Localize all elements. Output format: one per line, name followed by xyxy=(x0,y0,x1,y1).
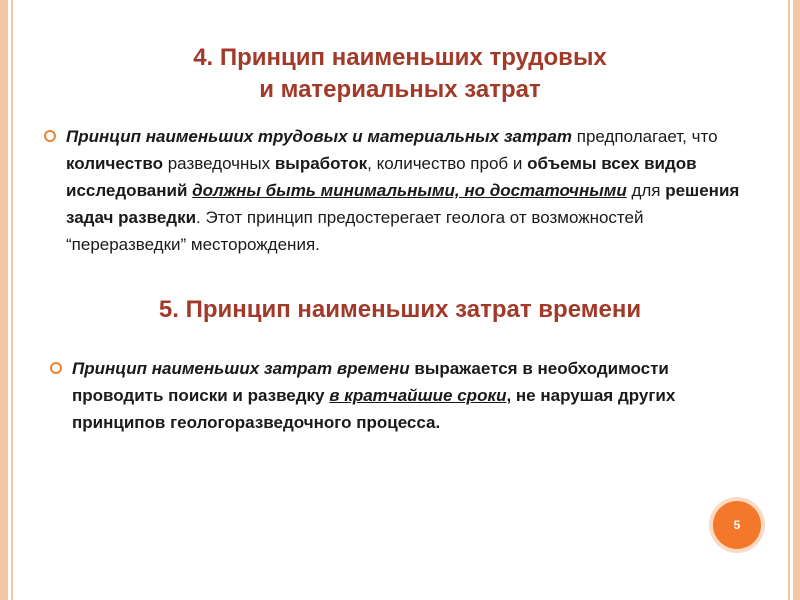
principle-5-term: Принцип наименьших затрат времени xyxy=(72,359,410,378)
principle-4-term: Принцип наименьших трудовых и материальных затрат xyxy=(66,127,573,146)
bullet-circle-icon xyxy=(50,362,62,374)
principle-4-paragraph xyxy=(66,123,746,258)
text-span: предполагает, что xyxy=(572,127,718,146)
text-span: . Этот принцип предостерегает геолога от возможностей “переразведки” месторождения. xyxy=(66,208,644,254)
page-number: 5 xyxy=(733,518,741,532)
text-span-bold: , не нарушая других принципов геологоразведочного процесса. xyxy=(72,386,676,432)
text-span-bold: выражается в необходимости проводить поиски и разведку xyxy=(72,359,669,405)
text-span-emphasis: должны быть минимальными, но достаточными xyxy=(192,181,627,200)
text-span-bold: количество xyxy=(66,154,163,173)
text-span: , количество проб и xyxy=(367,154,528,173)
slide-title-line-2: и материальных затрат xyxy=(259,76,541,103)
text-span-bold: решения задач разведки xyxy=(66,181,740,227)
text-span-bold: объемы всех видов исследований xyxy=(66,154,697,200)
slide-title xyxy=(0,42,800,106)
section-heading: 5. Принцип наименьших затрат времени xyxy=(158,296,642,323)
text-span-bold: выработок xyxy=(274,154,368,173)
text-span: разведочных xyxy=(163,154,275,173)
slide-title-line-1: 4. Принцип наименьших трудовых xyxy=(193,44,607,71)
bullet-circle-icon xyxy=(44,130,56,142)
page-number-badge xyxy=(713,501,761,549)
text-span-emphasis: в кратчайшие сроки xyxy=(329,386,507,405)
text-span: для xyxy=(626,181,666,200)
principle-5-paragraph xyxy=(72,355,732,436)
